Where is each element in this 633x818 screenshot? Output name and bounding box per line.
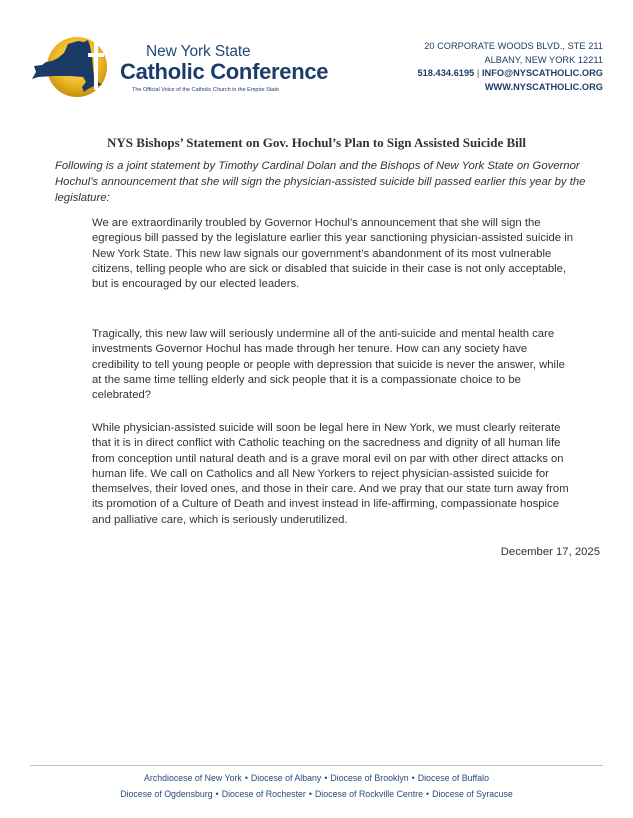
phone-email-line xyxy=(417,67,603,81)
email-link[interactable]: INFO@NYSCATHOLIC.ORG xyxy=(481,68,603,78)
diocese-item: Archdiocese of New York xyxy=(144,773,242,783)
footer-row-2 xyxy=(0,786,633,802)
phone-number: 518.434.6195 xyxy=(417,68,475,78)
website-link[interactable]: WWW.NYSCATHOLIC.ORG xyxy=(484,81,603,92)
bullet-separator: • xyxy=(411,773,415,783)
statement-paragraph-1: We are extraordinarily troubled by Governor Hochul’s announcement that she will sign the egregious bill passed by the legislature earlier this year sanctioning physician-assisted suicide in New York State. This new law signals our government’s abandonment of its most vulnerable citizens, telling people who are sick or disabled that suicide in their case is not only acceptable, but is encouraged by our elected leaders. xyxy=(92,217,574,291)
separator: | xyxy=(476,68,480,78)
footer-divider xyxy=(30,765,603,766)
org-tagline: The Official Voice of the Catholic Church in the Empire State xyxy=(132,87,279,93)
org-name-line2: Catholic Conference xyxy=(120,59,329,84)
contact-block xyxy=(417,40,603,94)
address-line2: ALBANY, NEW YORK 12211 xyxy=(484,54,603,65)
statement-paragraph-3: While physician-assisted suicide will soon be legal here in New York, we must clearly reiterate that it is in direct conflict with Catholic teaching on the sacredness and dignity of all human life from conception until natural death and is a grave moral evil on par with other direct attacks on human life. We call on Catholics and all New Yorkers to reject physician-assisted suicide for themselves, their loved ones, and those in their care. And we pray that our state turn away from its promotion of a Culture of Death and invest instead in life-affirming, compassionate hospice and palliative care, which is seriously underutilized. xyxy=(92,422,569,526)
diocese-item: Diocese of Buffalo xyxy=(417,773,489,783)
intro-paragraph: Following is a joint statement by Timothy Cardinal Dolan and the Bishops of New York State on Governor Hochul’s announcement that she will sign the physician-assisted suicide bill passed earlier this year by the legislature: xyxy=(55,160,586,204)
document-title: NYS Bishops’ Statement on Gov. Hochul’s Plan to Sign Assisted Suicide Bill xyxy=(107,135,526,150)
diocese-item: Diocese of Rochester xyxy=(221,789,306,799)
diocese-item: Diocese of Ogdensburg xyxy=(120,789,213,799)
diocese-item: Diocese of Albany xyxy=(250,773,322,783)
organization-logo xyxy=(28,36,329,100)
bullet-separator: • xyxy=(215,789,219,799)
org-name-line1: New York State xyxy=(146,43,251,60)
bullet-separator: • xyxy=(244,773,248,783)
statement-date: December 17, 2025 xyxy=(500,546,600,558)
bullet-separator: • xyxy=(426,789,430,799)
statement-paragraph-2: Tragically, this new law will seriously undermine all of the anti-suicide and mental health care investments Governor Hochul has made through her tenure. How can any society have credibility to tell young people or people with depression that suicide is never the answer, while at the same time telling elderly and sick people that it is a compassionate choice to be celebrated? xyxy=(92,328,565,402)
diocese-item: Diocese of Brooklyn xyxy=(330,773,409,783)
footer-row-1 xyxy=(0,770,633,786)
footer-dioceses xyxy=(0,770,633,802)
diocese-item: Diocese of Rockville Centre xyxy=(314,789,423,799)
address-line1: 20 CORPORATE WOODS BLVD., STE 211 xyxy=(424,41,603,51)
diocese-item: Diocese of Syracuse xyxy=(432,789,513,799)
bullet-separator: • xyxy=(308,789,312,799)
new-york-state-cross-emblem-icon xyxy=(28,36,112,98)
bullet-separator: • xyxy=(324,773,328,783)
